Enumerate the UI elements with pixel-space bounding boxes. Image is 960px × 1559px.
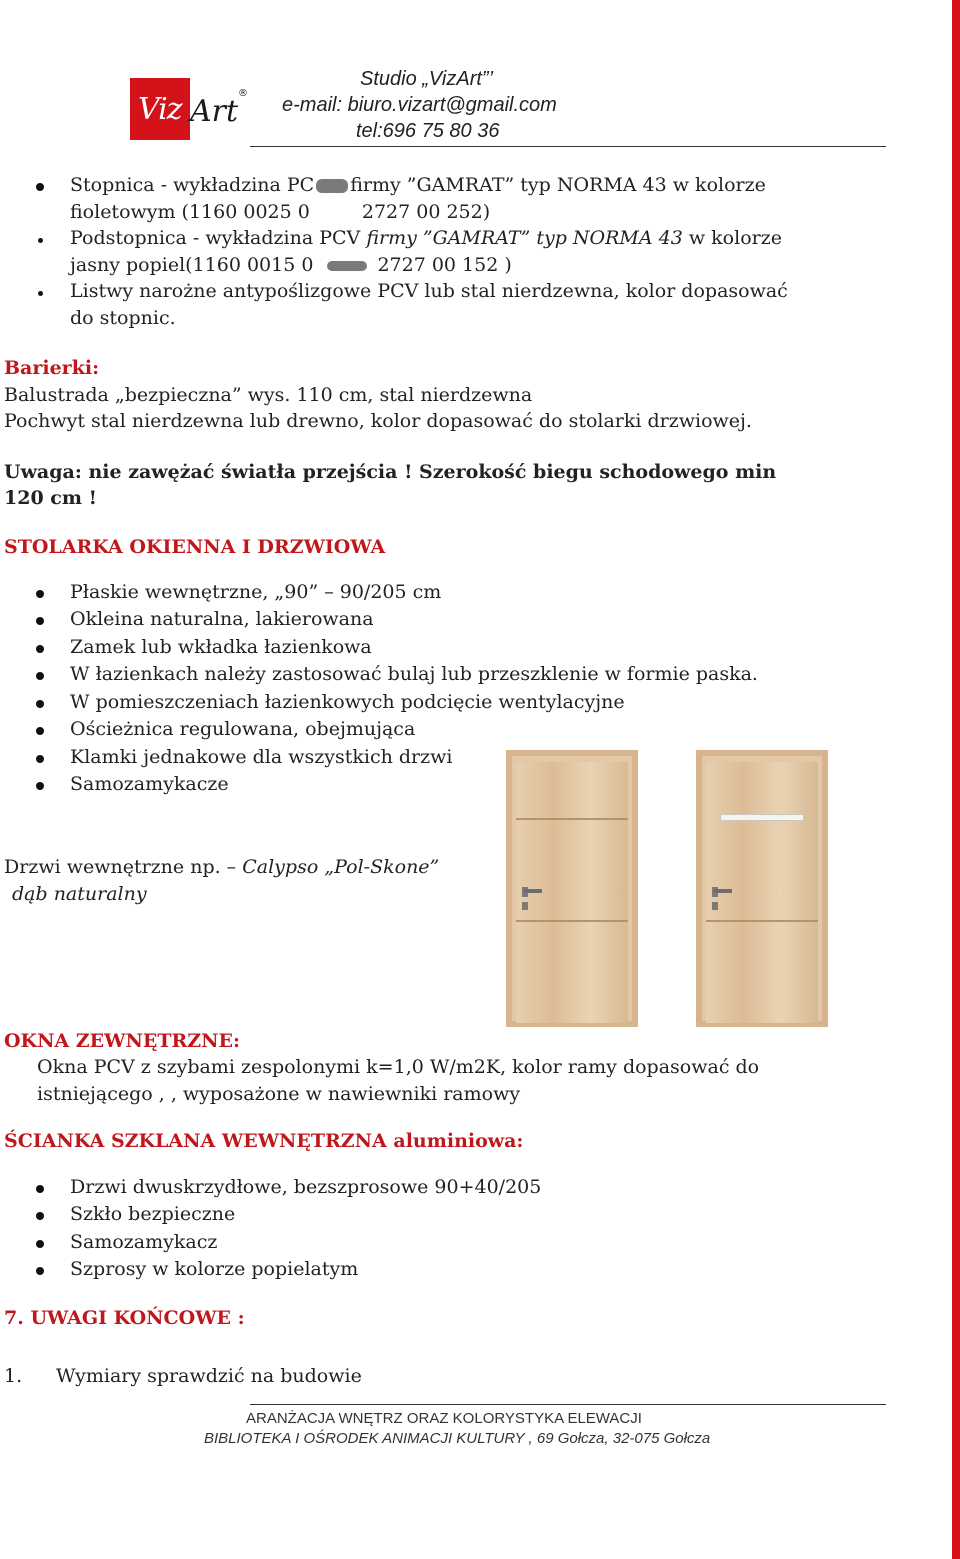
- page-edge-bar: [952, 0, 960, 1559]
- stair-riser-item: Podstopnica - wykładzina PCV firmy ”GAMRAT” typ NORMA 43 w kolorze: [70, 227, 782, 249]
- logo-viz-text: Viz: [138, 92, 182, 127]
- bullet: [36, 782, 44, 790]
- door-handle-icon: [524, 889, 542, 893]
- header-email: e-mail: biuro.vizart@gmail.com: [282, 94, 557, 116]
- barriers-line-2: Pochwyt stal nierdzewna lub drewno, kolor dopasować do stolarki drzwiowej.: [4, 410, 752, 432]
- studio-name: Studio „VizArt”’: [360, 68, 494, 90]
- joinery-item: Klamki jednakowe dla wszystkich drzwi: [70, 746, 453, 768]
- final-item-number: 1.: [4, 1365, 23, 1387]
- header-phone: tel:696 75 80 36: [356, 120, 500, 142]
- bullet: [36, 590, 44, 598]
- bullet: [36, 727, 44, 735]
- door-handle-icon: [714, 889, 732, 893]
- bullet: [36, 1240, 44, 1248]
- door-image-plain: [506, 750, 638, 1027]
- bullet: [36, 617, 44, 625]
- stair-edge-item: Listwy narożne antypoślizgowe PCV lub stal nierdzewna, kolor dopasować: [70, 280, 788, 302]
- joinery-item: Samozamykacze: [70, 773, 229, 795]
- joinery-item: W pomieszczeniach łazienkowych podcięcie wentylacyjne: [70, 691, 625, 713]
- bullet: [36, 645, 44, 653]
- final-remarks-heading: 7. UWAGI KOŃCOWE :: [4, 1307, 245, 1329]
- glass-wall-item: Szprosy w kolorze popielatym: [70, 1258, 359, 1280]
- header-rule: [250, 146, 886, 147]
- joinery-item: Zamek lub wkładka łazienkowa: [70, 636, 372, 658]
- glass-wall-item: Szkło bezpieczne: [70, 1203, 236, 1225]
- vizart-logo: [130, 72, 250, 142]
- glass-wall-item: Drzwi dwuskrzydłowe, bezszprosowe 90+40/205: [70, 1176, 542, 1198]
- glass-wall-heading: ŚCIANKA SZKLANA WEWNĘTRZNA aluminiowa:: [4, 1130, 524, 1152]
- door-keyhole-icon: [712, 902, 718, 910]
- redaction-mark: [316, 179, 348, 193]
- barriers-line-1: Balustrada „bezpieczna” wys. 110 cm, stal nierdzewna: [4, 384, 533, 406]
- joinery-item: W łazienkach należy zastosować bulaj lub przeszklenie w formie paska.: [70, 663, 758, 685]
- joinery-item: Ościeżnica regulowana, obejmująca: [70, 718, 416, 740]
- footer-line-2: BIBLIOTEKA I OŚRODEK ANIMACJI KULTURY , 69 Gołcza, 32-075 Gołcza: [204, 1430, 711, 1447]
- bullet: [36, 183, 44, 191]
- door-groove: [516, 818, 628, 820]
- doors-example: Drzwi wewnętrzne np. – Calypso „Pol-Skone”: [4, 856, 440, 878]
- bullet: [36, 1267, 44, 1275]
- warning-line-2: 120 cm !: [4, 487, 97, 509]
- door-glass-strip: [720, 814, 804, 821]
- stair-edge-item-cont: do stopnic.: [70, 307, 176, 329]
- stair-riser-item-cont: jasny popiel(1160 0015 0 2727 00 152 ): [70, 254, 512, 276]
- door-image-glazed: [696, 750, 828, 1027]
- barriers-heading: Barierki:: [4, 357, 100, 379]
- logo-registered-mark: ®: [238, 88, 248, 99]
- joinery-heading: STOLARKA OKIENNA I DRZWIOWA: [4, 536, 386, 558]
- bullet: [38, 291, 43, 296]
- door-groove: [516, 920, 628, 922]
- joinery-item: Okleina naturalna, lakierowana: [70, 608, 374, 630]
- bullet: [36, 1212, 44, 1220]
- windows-line-2: istniejącego , , wyposażone w nawiewniki ramowy: [37, 1083, 521, 1105]
- footer-line-1: ARANŻACJA WNĘTRZ ORAZ KOLORYSTYKA ELEWACJI: [246, 1410, 642, 1427]
- bullet: [36, 755, 44, 763]
- footer-rule: [250, 1404, 886, 1405]
- windows-line-1: Okna PCV z szybami zespolonymi k=1,0 W/m2K, kolor ramy dopasować do: [37, 1056, 760, 1078]
- warning-line-1: Uwaga: nie zawężać światła przejścia ! Szerokość biegu schodowego min: [4, 461, 777, 483]
- windows-heading: OKNA ZEWNĘTRZNE:: [4, 1030, 240, 1052]
- bullet: [36, 700, 44, 708]
- logo-art-text: Art: [190, 94, 239, 129]
- doors-finish: dąb naturalny: [12, 883, 147, 905]
- joinery-item: Płaskie wewnętrzne, „90” – 90/205 cm: [70, 581, 442, 603]
- stair-tread-item: Stopnica - wykładzina PC firmy ”GAMRAT” typ NORMA 43 w kolorze: [70, 174, 766, 196]
- bullet: [38, 238, 43, 243]
- redaction-mark: [327, 261, 367, 271]
- stair-tread-item-cont: fioletowym (1160 0025 0 2727 00 252): [70, 201, 491, 223]
- bullet: [36, 1185, 44, 1193]
- door-groove: [706, 920, 818, 922]
- door-keyhole-icon: [522, 902, 528, 910]
- bullet: [36, 672, 44, 680]
- glass-wall-item: Samozamykacz: [70, 1231, 218, 1253]
- final-item: Wymiary sprawdzić na budowie: [56, 1365, 362, 1387]
